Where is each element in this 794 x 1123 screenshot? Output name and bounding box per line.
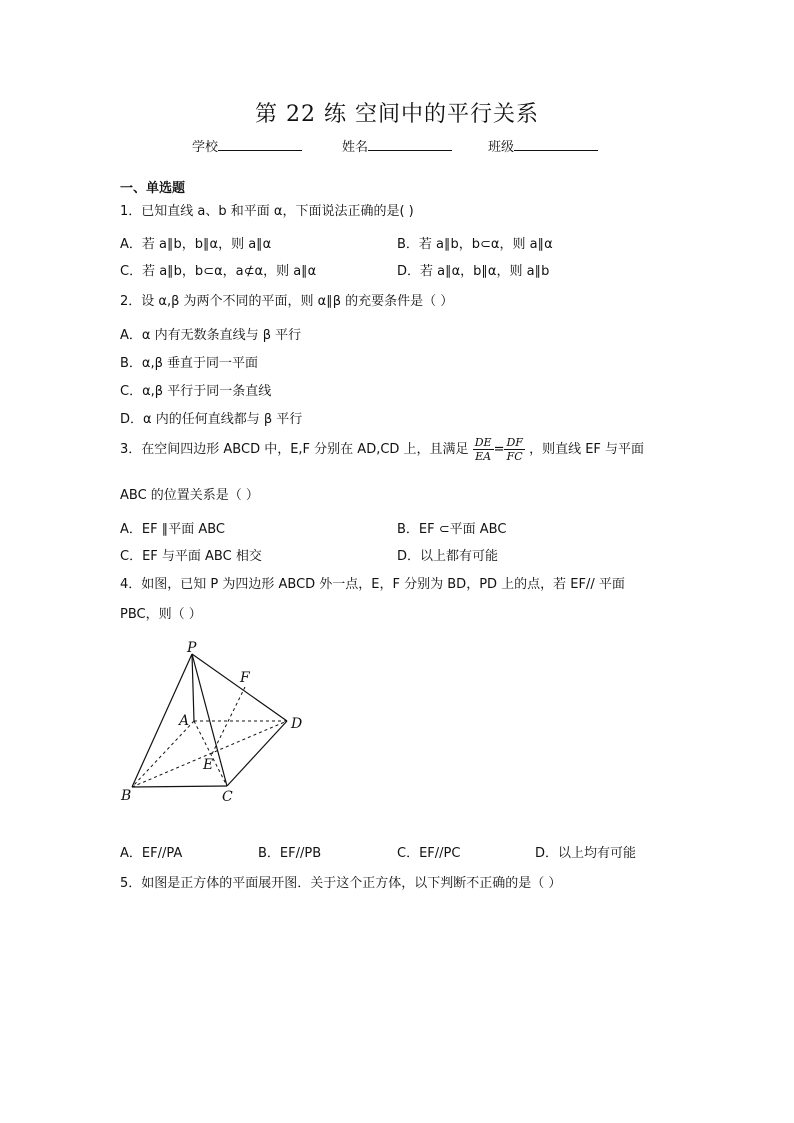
school-label: 学校 (192, 140, 219, 155)
question-4-stem-line1: 4．如图，已知 P 为四边形 ABCD 外一点，E，F 分别为 BD，PD 上的点，若 EF// 平面 (120, 577, 625, 592)
name-blank[interactable] (368, 138, 452, 151)
question-3-stem-before: 3．在空间四边形 ABCD 中，E,F 分别在 AD,CD 上，且满足 (120, 442, 469, 457)
fraction-2-numerator: DF (506, 436, 523, 449)
question-3-option-a[interactable]: A．EF ∥平面 ABC (120, 522, 226, 537)
question-4-option-c[interactable]: C．EF//PC (397, 846, 461, 861)
label-p: P (187, 640, 197, 656)
question-2-option-d[interactable]: D．α 内的任何直线都与 β 平行 (120, 412, 303, 427)
name-label: 姓名 (342, 140, 369, 155)
pyramid-figure (110, 630, 330, 810)
edge-cd (227, 721, 287, 786)
label-d: D (291, 716, 303, 732)
question-4-option-a[interactable]: A．EF//PA (120, 846, 183, 861)
label-f: F (240, 670, 250, 686)
question-1-option-c[interactable]: C．若 a∥b，b⊂α，a⊄α，则 a∥α (120, 264, 317, 279)
label-a: A (179, 713, 190, 729)
name-field (342, 136, 452, 155)
fraction-1-numerator: DE (474, 436, 492, 449)
equals-sign: = (493, 442, 505, 457)
question-3-option-d[interactable]: D．以上都有可能 (397, 549, 499, 564)
question-4-stem-line2: PBC，则（ ） (120, 607, 202, 622)
question-3-stem (120, 436, 644, 463)
edge-bc (132, 786, 227, 787)
edge-bd-hidden (132, 721, 287, 787)
question-1-option-a[interactable]: A．若 a∥b，b∥α，则 a∥α (120, 237, 272, 252)
section-title: 一、单选题 (120, 181, 186, 196)
fraction-2-denominator: FC (506, 450, 523, 463)
school-blank[interactable] (218, 138, 302, 151)
question-3-option-b[interactable]: B．EF ⊂平面 ABC (397, 522, 507, 537)
fraction-de-ea (473, 436, 494, 463)
label-e: E (203, 757, 214, 773)
edge-pa (192, 654, 194, 721)
edge-pd (192, 654, 287, 721)
page-title: 第 22 练 空间中的平行关系 (255, 102, 539, 127)
label-c: C (222, 789, 233, 805)
question-1-stem: 1．已知直线 a、b 和平面 α，下面说法正确的是( ) (120, 204, 414, 219)
question-4-option-d[interactable]: D．以上均有可能 (535, 846, 637, 861)
class-label: 班级 (488, 140, 515, 155)
fraction-1-denominator: EA (475, 450, 492, 463)
question-3-option-c[interactable]: C．EF 与平面 ABC 相交 (120, 549, 262, 564)
question-3-stem-line2: ABC 的位置关系是（ ） (120, 488, 259, 503)
question-2-stem: 2．设 α,β 为两个不同的平面，则 α∥β 的充要条件是（ ） (120, 294, 454, 309)
question-5-stem: 5．如图是正方体的平面展开图．关于这个正方体，以下判断不正确的是（ ） (120, 876, 562, 891)
school-field (192, 136, 302, 155)
question-1-option-b[interactable]: B．若 a∥b，b⊂α，则 a∥α (397, 237, 553, 252)
segment-ef-hidden (212, 687, 245, 754)
fraction-df-fc (504, 436, 524, 463)
label-b: B (121, 788, 132, 804)
question-2-option-b[interactable]: B．α,β 垂直于同一平面 (120, 356, 259, 371)
edge-ab-hidden (132, 721, 194, 787)
class-blank[interactable] (514, 138, 598, 151)
question-2-option-a[interactable]: A．α 内有无数条直线与 β 平行 (120, 328, 302, 343)
question-2-option-c[interactable]: C．α,β 平行于同一条直线 (120, 384, 272, 399)
class-field (488, 136, 598, 155)
question-3-stem-after: ，则直线 EF 与平面 (529, 442, 645, 457)
question-4-option-b[interactable]: B．EF//PB (258, 846, 322, 861)
question-1-option-d[interactable]: D．若 a∥α，b∥α，则 a∥b (397, 264, 550, 279)
